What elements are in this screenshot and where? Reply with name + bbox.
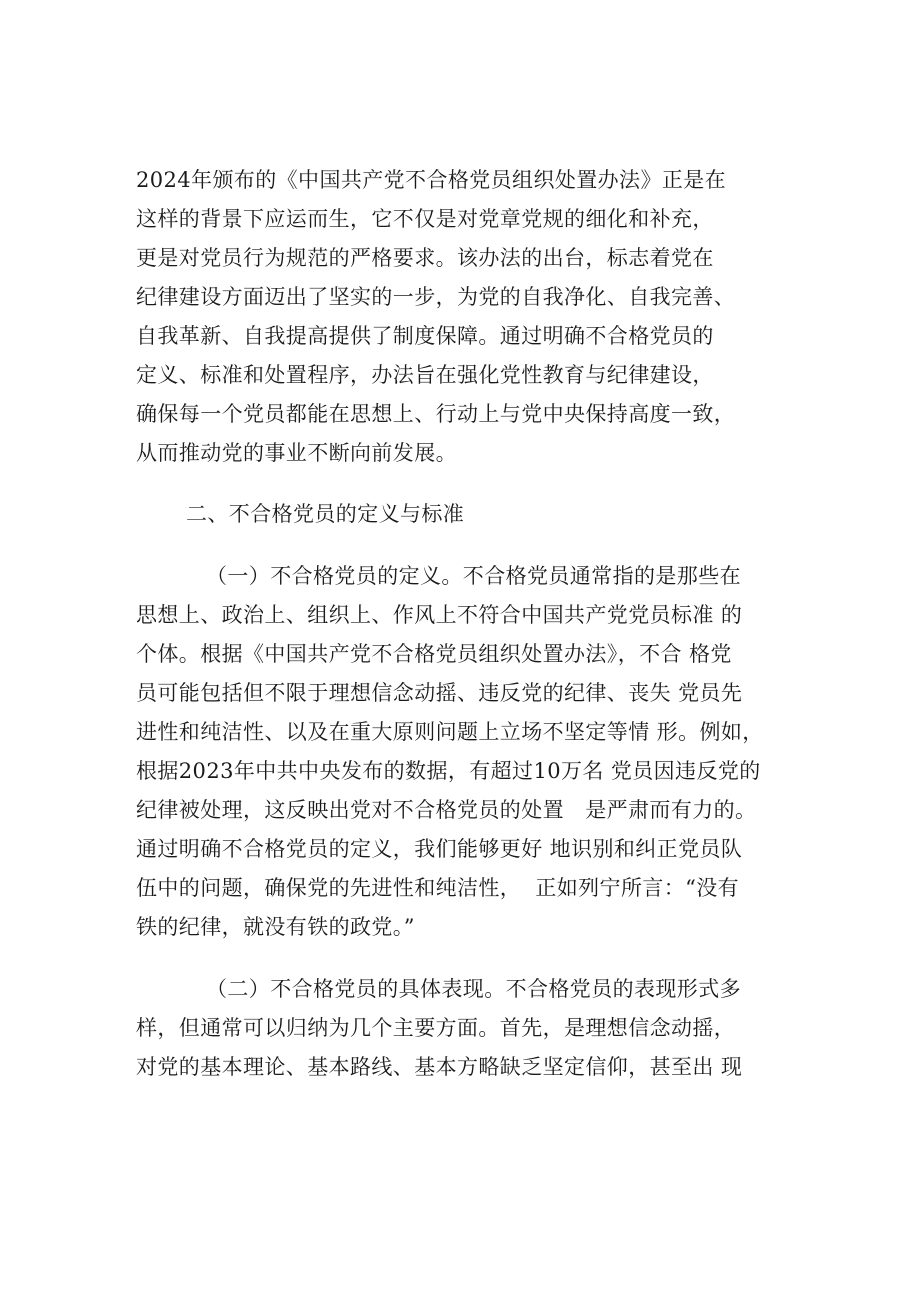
para2-line-6: 根据2023年中共中央发布的数据，有超过10万名 党员因违反党的 <box>136 759 761 783</box>
para1-line-6: 定义、标准和处置程序，办法旨在强化党性教育与纪律建设， <box>136 363 714 387</box>
para1-line-3: 更是对党员行为规范的严格要求。该办法的出台，标志着党在 <box>136 246 714 270</box>
para1-line-7: 确保每一个党员都能在思想上、行动上与党中央保持高度一致， <box>136 402 736 426</box>
para3-line-3: 对党的基本理论、基本路线、基本方略缺乏坚定信仰，甚至出 现 <box>136 1055 743 1079</box>
para1-line-4: 纪律建设方面迈出了坚实的一步，为党的自我净化、自我完善、 <box>136 285 736 309</box>
para2-line-8: 通过明确不合格党员的定义，我们能够更好 地识别和纠正党员队 <box>136 837 743 861</box>
section-heading: 二、不合格党员的定义与标准 <box>186 502 465 526</box>
para1-line-1: 2024年颁布的《中国共产党不合格党员组织处置办法》正是在 <box>136 168 727 192</box>
para3-line-2: 样，但通常可以归纳为几个主要方面。首先，是理想信念动摇， <box>136 1016 736 1040</box>
para1-line-2: 这样的背景下应运而生，它不仅是对党章党规的细化和补充， <box>136 207 714 231</box>
para2-line-1: （一）不合格党员的定义。不合格党员通常指的是那些在 <box>206 564 741 588</box>
para2-line-5: 进性和纯洁性、以及在重大原则问题上立场不坚定等情 形。例如， <box>136 720 764 744</box>
para2-line-10: 铁的纪律，就没有铁的政党。” <box>136 915 415 939</box>
para3-line-1: （二）不合格党员的具体表现。不合格党员的表现形式多 <box>206 977 741 1001</box>
para1-line-5: 自我革新、自我提高提供了制度保障。通过明确不合格党员的 <box>136 324 714 348</box>
para2-line-4: 员可能包括但不限于理想信念动摇、违反党的纪律、丧失 党员先 <box>136 681 743 705</box>
para2-line-9: 伍中的问题，确保党的先进性和纯洁性， 正如列宁所言：“没有 <box>136 876 740 900</box>
para1-line-8: 从而推动党的事业不断向前发展。 <box>136 441 457 465</box>
para2-line-2: 思想上、政治上、组织上、作风上不符合中国共产党党员标准 的 <box>136 603 743 627</box>
para2-line-7: 纪律被处理，这反映出党对不合格党员的处置 是严肃而有力的。 <box>136 798 757 822</box>
para2-line-3: 个体。根据《中国共产党不合格党员组织处置办法》，不合 格党 <box>136 642 732 666</box>
